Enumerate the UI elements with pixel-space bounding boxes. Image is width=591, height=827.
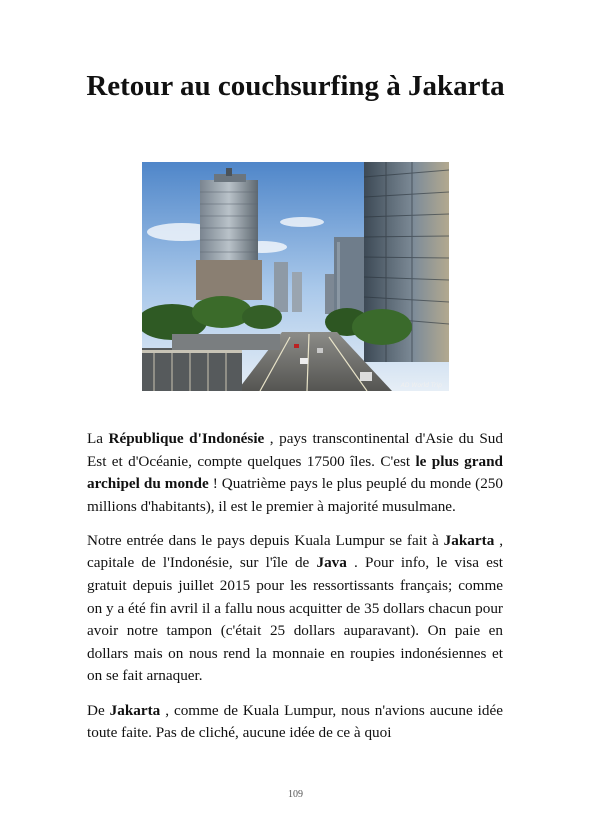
text-run: ! Quatrième pays le plus peuplé du monde (250 millions d'habitants), il est le premier à majorité musulmane. (87, 475, 503, 515)
text-run: , capitale de l'Indonésie, sur l'île de (87, 531, 503, 572)
text-run: De (87, 701, 110, 719)
page-number: 109 (288, 789, 303, 800)
article-body (87, 428, 503, 756)
text-run: . Pour info, le visa est gratuit depuis juillet 2015 pour les ressortissants français; comme on y a été fin avril il a fallu nous acquitter de 35 dollars chacun pour avoir notre tampon (c'était 25 dollars auparavant). On paie en dollars mais on nous rend la monnaie en roupies indonésiennes et on se fait arnaquer. (87, 554, 503, 685)
text-run: , comme de Kuala Lumpur, nous n'avions aucune idée toute faite. Pas de cliché, aucune idée de ce à quoi (87, 701, 503, 742)
bold-text-run: Jakarta (109, 701, 161, 719)
jakarta-skyline-photo (142, 162, 449, 391)
bold-text-run: Java (316, 554, 347, 572)
paragraph (87, 700, 503, 745)
page-title: Retour au couchsurfing à Jakarta (86, 70, 505, 102)
bold-text-run: République d'Indonésie (108, 430, 265, 447)
bold-text-run: le plus grand archipel du monde (87, 452, 503, 493)
left-tower (196, 168, 262, 300)
photo-watermark: AD World Trip (400, 382, 442, 389)
text-run: , pays transcontinental d'Asie du Sud Est et d'Océanie, compte quelques 17500 îles. C'est (87, 430, 503, 470)
paragraph (87, 530, 503, 688)
text-run: La (87, 430, 109, 447)
text-run: Notre entrée dans le pays depuis Kuala Lumpur se fait à (87, 531, 444, 549)
paragraph (87, 428, 503, 518)
bold-text-run: Jakarta (443, 531, 495, 549)
